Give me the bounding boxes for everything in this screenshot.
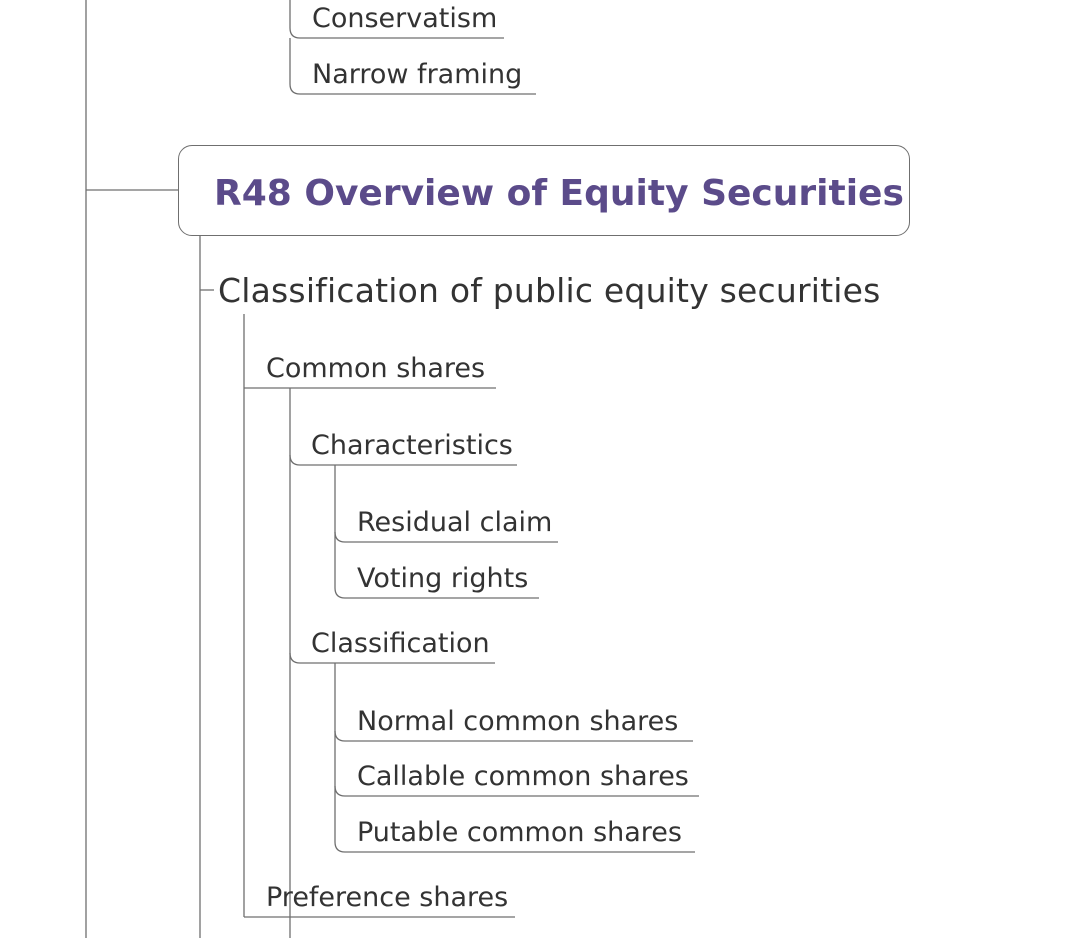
prev-item-narrow-framing[interactable]: Narrow framing	[312, 59, 523, 90]
node-common-shares[interactable]: Common shares	[266, 353, 486, 384]
topic-title: R48 Overview of Equity Securities	[214, 173, 904, 214]
node-voting-rights[interactable]: Voting rights	[357, 563, 529, 594]
node-classification-public-equity[interactable]: Classification of public equity securities	[218, 271, 881, 310]
node-normal-common-shares[interactable]: Normal common shares	[357, 706, 679, 737]
node-putable-common-shares[interactable]: Putable common shares	[357, 817, 682, 848]
node-classification[interactable]: Classification	[311, 628, 490, 659]
node-callable-common-shares[interactable]: Callable common shares	[357, 761, 689, 792]
prev-item-conservatism[interactable]: Conservatism	[312, 3, 498, 34]
node-residual-claim[interactable]: Residual claim	[357, 507, 553, 538]
node-preference-shares[interactable]: Preference shares	[266, 882, 509, 913]
node-characteristics[interactable]: Characteristics	[311, 430, 513, 461]
